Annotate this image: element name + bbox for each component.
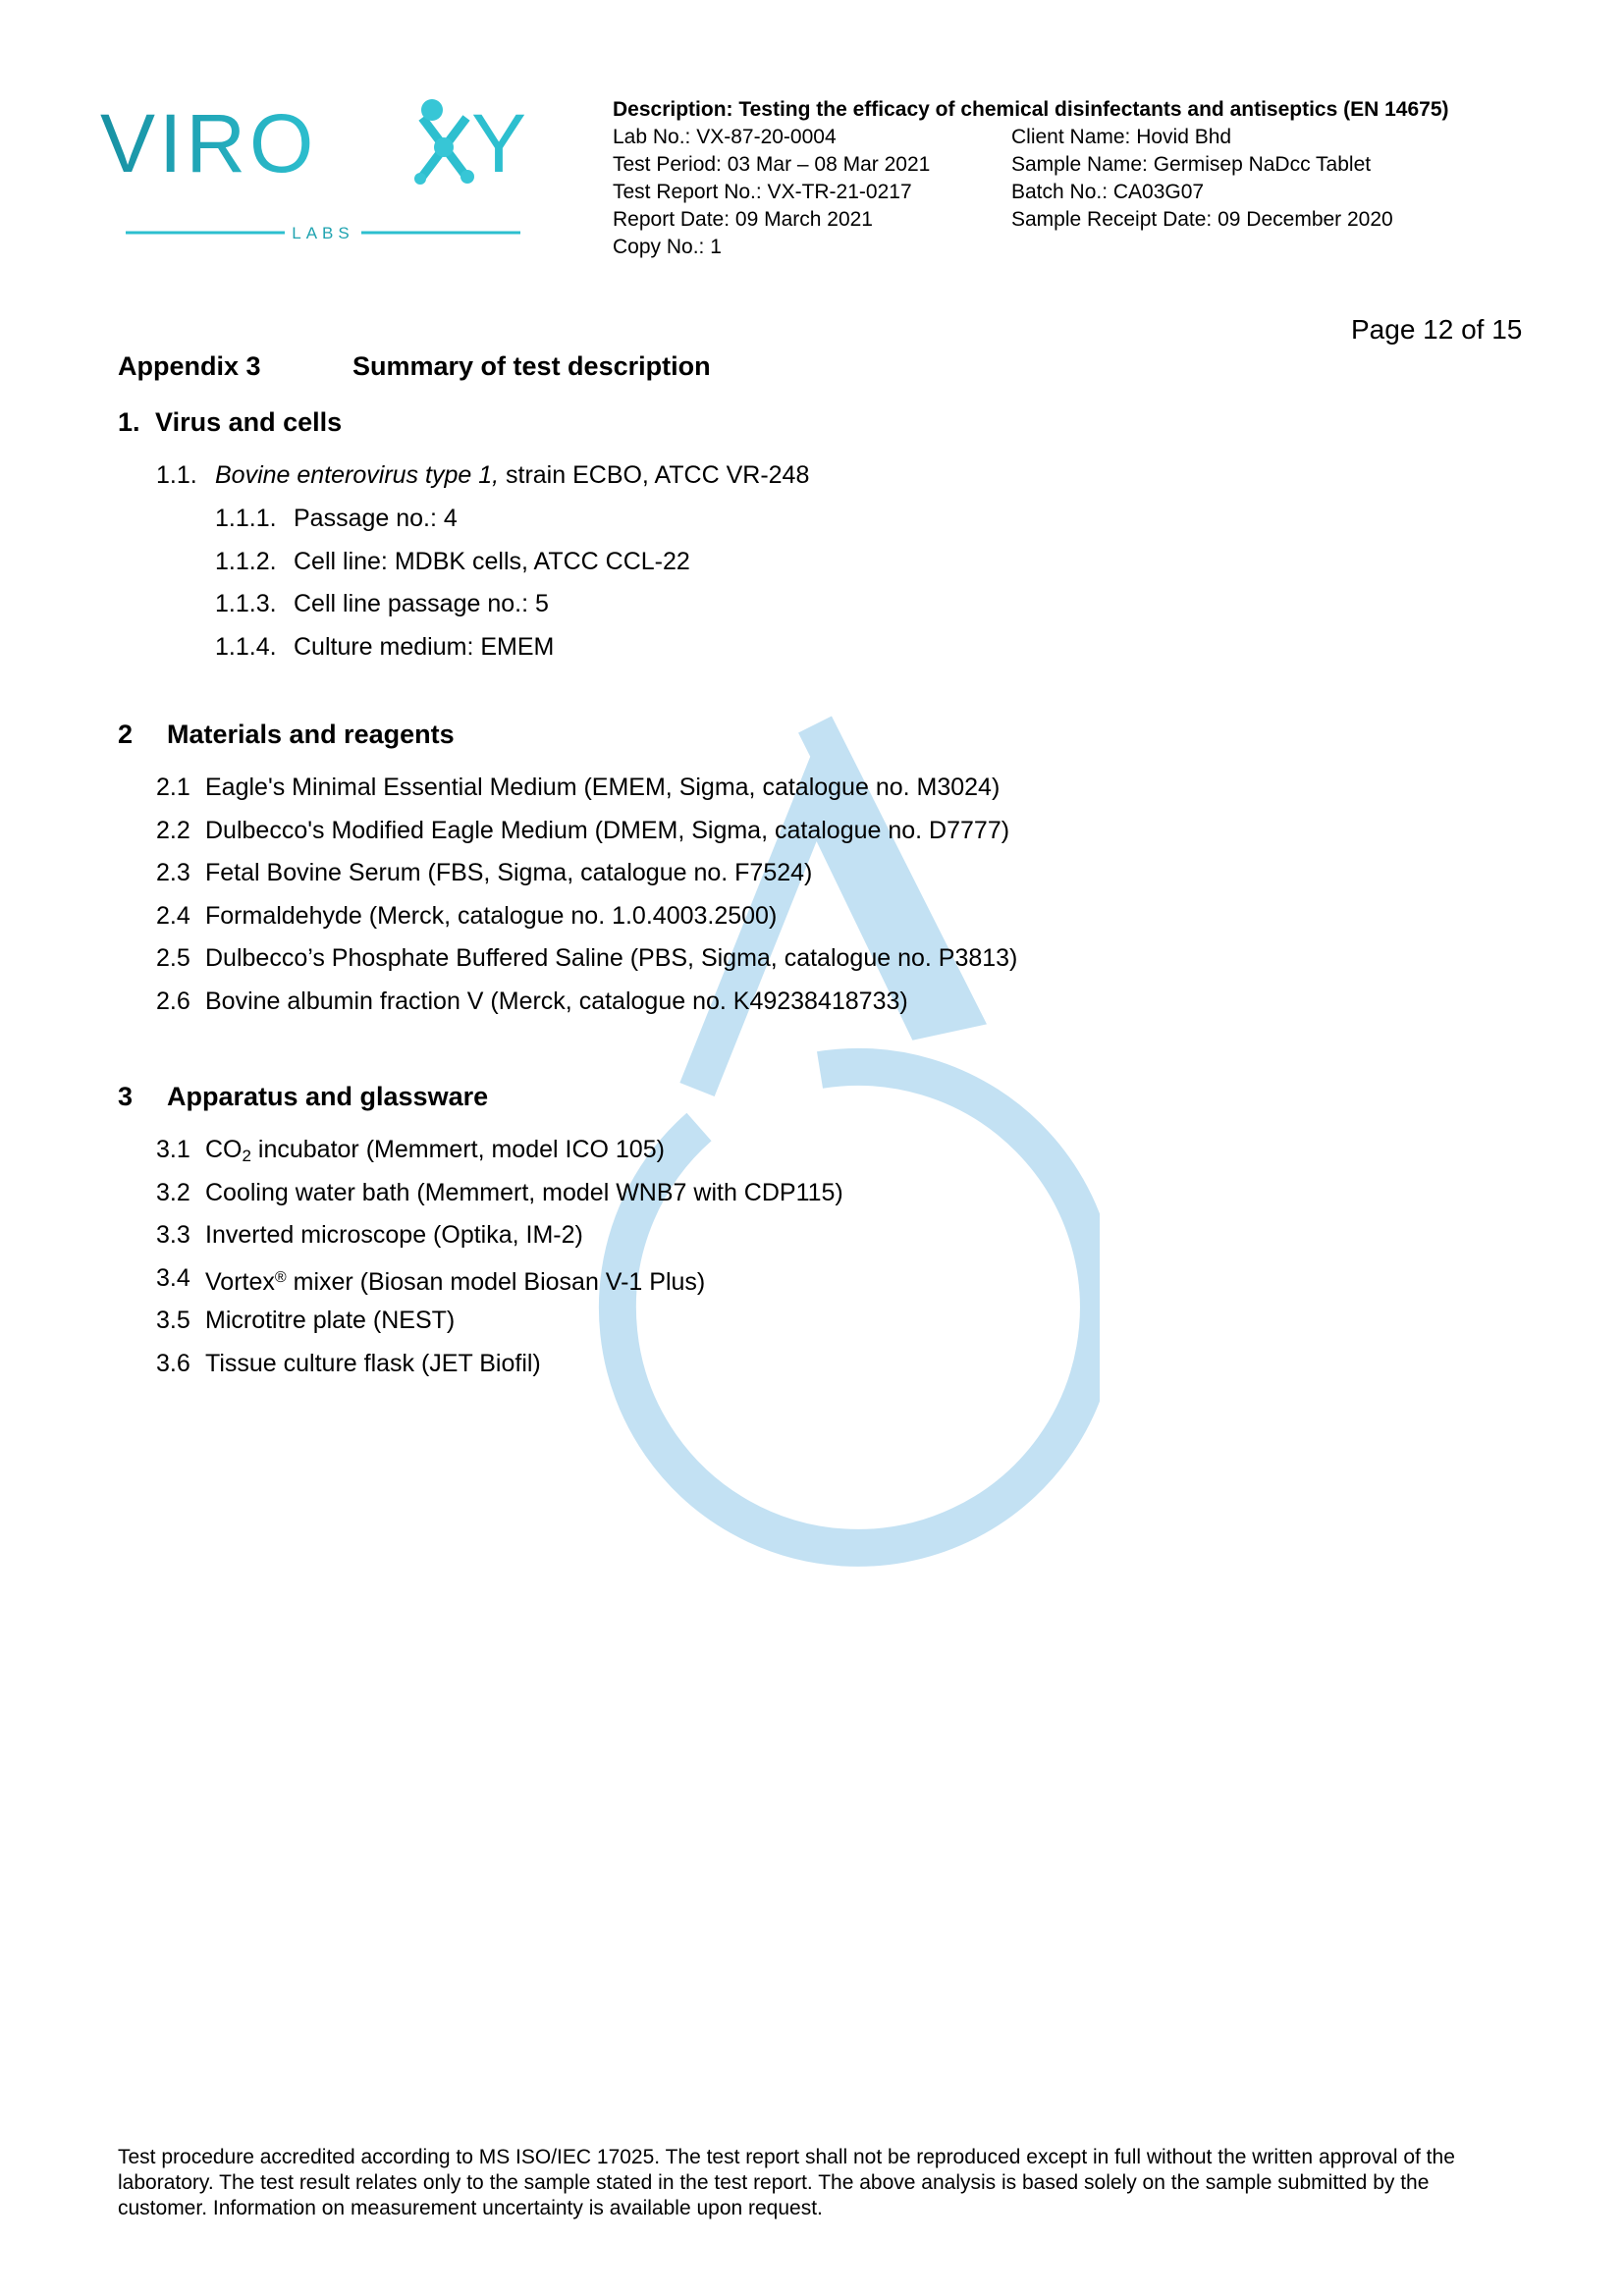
- item-number: 3.6: [156, 1350, 190, 1377]
- client-name: Client Name: Hovid Bhd: [1011, 126, 1232, 148]
- list-item: [156, 773, 1236, 802]
- item-text: Formaldehyde (Merck, catalogue no. 1.0.4003.2500): [205, 902, 778, 930]
- section-title: Virus and cells: [155, 407, 343, 437]
- list-item: [156, 1349, 1236, 1378]
- section-1-heading: [118, 407, 342, 438]
- sample-receipt-date: Sample Receipt Date: 09 December 2020: [1011, 208, 1393, 231]
- virus-name: Bovine enterovirus type 1,: [215, 461, 500, 489]
- item-text: Cell line passage no.: 5: [294, 590, 549, 617]
- batch-no: Batch No.: CA03G07: [1011, 181, 1205, 203]
- item-number: 2.1: [156, 774, 190, 801]
- item-text: [205, 1263, 705, 1297]
- section-2-heading: [118, 720, 455, 750]
- item-number: 2.3: [156, 859, 190, 886]
- item-text: Passage no.: 4: [294, 505, 458, 532]
- section-number: 3: [118, 1082, 134, 1111]
- item-number: 3.2: [156, 1179, 190, 1206]
- item-number: 2.6: [156, 988, 190, 1015]
- mixer-text: mixer (Biosan model Biosan V-1 Plus): [286, 1268, 706, 1296]
- list-item: [215, 632, 1099, 662]
- list-item: [156, 943, 1236, 973]
- vortex-text: Vortex: [205, 1268, 275, 1296]
- list-item: [156, 1220, 1236, 1250]
- sample-name: Sample Name: Germisep NaDcc Tablet: [1011, 153, 1372, 176]
- item-number: 2.2: [156, 817, 190, 844]
- logo-molecule-icon: [414, 99, 474, 185]
- item-text: Eagle's Minimal Essential Medium (EMEM, Sigma, catalogue no. M3024): [205, 774, 1001, 801]
- item-text: Fetal Bovine Serum (FBS, Sigma, catalogue no. F7524): [205, 859, 813, 886]
- item-number: 3.1: [156, 1136, 190, 1163]
- item-number: 1.1.: [156, 461, 197, 489]
- item-number: 1.1.3.: [215, 590, 277, 617]
- report-date: Report Date: 09 March 2021: [613, 208, 873, 231]
- page-number: Page 12 of 15: [1351, 314, 1523, 345]
- item-text: [215, 460, 809, 490]
- co2-subscript: 2: [242, 1147, 251, 1165]
- virus-strain: strain ECBO, ATCC VR-248: [499, 461, 810, 489]
- list-item: [156, 1178, 1236, 1207]
- item-text: Inverted microscope (Optika, IM-2): [205, 1221, 583, 1249]
- list-item: [215, 504, 1099, 533]
- list-item: [156, 858, 1236, 887]
- item-text: Culture medium: EMEM: [294, 633, 555, 661]
- test-report-no: Test Report No.: VX-TR-21-0217: [613, 181, 912, 203]
- appendix-title: Summary of test description: [352, 351, 711, 381]
- list-item: [156, 816, 1236, 845]
- co2-text: CO: [205, 1136, 243, 1163]
- header-left-column: [613, 124, 930, 261]
- appendix-label: Appendix 3: [118, 351, 261, 381]
- item-number: 1.1.2.: [215, 548, 277, 575]
- registered-mark: ®: [274, 1269, 287, 1286]
- logo-wordmark-right: Y: [471, 98, 527, 189]
- test-period: Test Period: 03 Mar – 08 Mar 2021: [613, 153, 931, 176]
- section-number: 2: [118, 720, 134, 749]
- list-item: [156, 1263, 1236, 1296]
- item-number: 3.4: [156, 1264, 190, 1292]
- section-3-heading: [118, 1082, 489, 1112]
- list-item: [156, 1306, 1236, 1335]
- list-item: [215, 547, 1099, 576]
- logo-wordmark-left: VIRO: [100, 98, 318, 189]
- item-text: Dulbecco’s Phosphate Buffered Saline (PBS, Sigma, catalogue no. P3813): [205, 944, 1018, 972]
- footer-disclaimer: Test procedure accredited according to MS ISO/IEC 17025. The test report shall not be reproduced except in full without the written approval of the laboratory. The test result relates only to the sample stated in the test report. The above analysis is based solely on the sample submitted by the customer. Information on measurement uncertainty is available upon request.: [118, 2146, 1455, 2219]
- item-text: Dulbecco's Modified Eagle Medium (DMEM, Sigma, catalogue no. D7777): [205, 817, 1010, 844]
- list-item: [215, 589, 1099, 618]
- list-item: [156, 460, 1138, 490]
- list-item: [156, 987, 1236, 1016]
- item-text: Tissue culture flask (JET Biofil): [205, 1350, 541, 1377]
- item-text: Cell line: MDBK cells, ATCC CCL-22: [294, 548, 690, 575]
- lab-no: Lab No.: VX-87-20-0004: [613, 126, 837, 148]
- viroxy-labs-logo: [98, 98, 550, 245]
- list-item: [156, 901, 1236, 931]
- item-number: 1.1.1.: [215, 505, 277, 532]
- item-number: 2.4: [156, 902, 190, 930]
- item-number: 2.5: [156, 944, 190, 972]
- section-number: 1.: [118, 407, 140, 437]
- incubator-text: incubator (Memmert, model ICO 105): [250, 1136, 665, 1163]
- item-number: 3.5: [156, 1307, 190, 1334]
- item-text: Microtitre plate (NEST): [205, 1307, 456, 1334]
- item-number: 3.3: [156, 1221, 190, 1249]
- logo-labs-text: LABS: [292, 224, 354, 242]
- item-number: 1.1.4.: [215, 633, 277, 661]
- header-description: Description: Testing the efficacy of chemical disinfectants and antiseptics (EN 14675): [613, 98, 1449, 121]
- item-text: [205, 1135, 665, 1171]
- section-title: Apparatus and glassware: [167, 1082, 489, 1111]
- list-item: [156, 1135, 1236, 1164]
- section-title: Materials and reagents: [167, 720, 455, 749]
- header-right-column: [1011, 124, 1393, 234]
- appendix-heading: [118, 351, 711, 382]
- item-text: Cooling water bath (Memmert, model WNB7 with CDP115): [205, 1179, 843, 1206]
- item-text: Bovine albumin fraction V (Merck, catalogue no. K49238418733): [205, 988, 908, 1015]
- copy-no: Copy No.: 1: [613, 236, 722, 258]
